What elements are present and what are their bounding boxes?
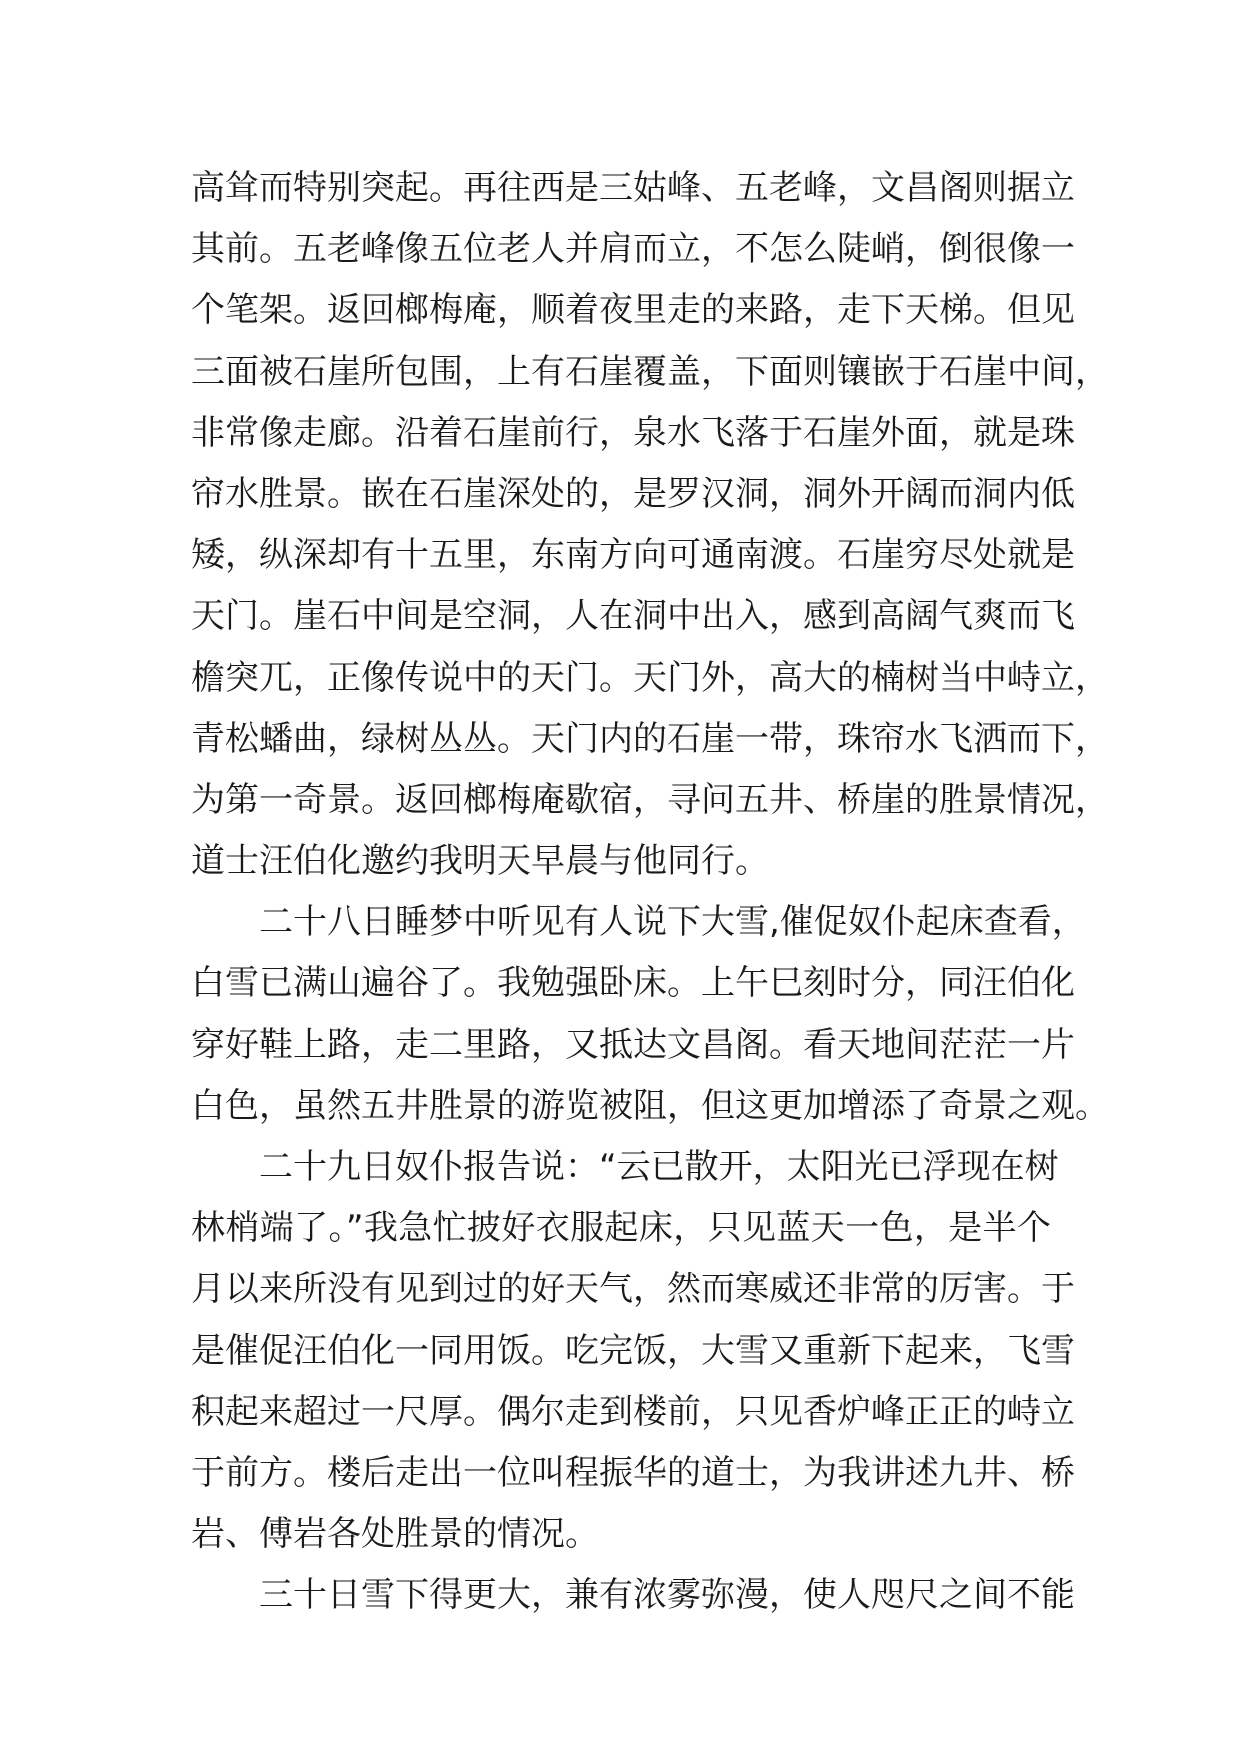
text-line: 岩、傅岩各处胜景的情况。: [191, 1514, 599, 1555]
text-line: 矮，纵深却有十五里，东南方向可通南渡。石崖穷尽处就是: [191, 535, 1075, 576]
text-line: 檐突兀，正像传说中的天门。天门外，高大的楠树当中峙立，: [191, 657, 1109, 698]
text-line: 道士汪伯化邀约我明天早晨与他同行。: [191, 841, 769, 882]
text-line: 二十九日奴仆报告说：“云已散开，太阳光已浮现在树: [259, 1147, 1059, 1187]
text-line: 高耸而特别突起。再往西是三姑峰、五老峰，文昌阁则据立: [191, 168, 1075, 208]
text-line: 三十日雪下得更大，兼有浓雾弥漫，使人咫尺之间不能: [259, 1575, 1075, 1616]
text-line: 穿好鞋上路，走二里路，又抵达文昌阁。看天地间茫茫一片: [191, 1024, 1075, 1065]
text-line: 白雪已满山遍谷了。我勉强卧床。上午巳刻时分，同汪伯化: [191, 963, 1075, 1004]
text-line: 个笔架。返回榔梅庵，顺着夜里走的来路，走下天梯。但见: [191, 290, 1075, 331]
text-line: 非常像走廊。沿着石崖前行，泉水飞落于石崖外面，就是珠: [191, 412, 1075, 453]
text-line: 林梢端了。”我急忙披好衣服起床，只见蓝天一色，是半个: [191, 1208, 1051, 1249]
text-line: 积起来超过一尺厚。偶尔走到楼前，只见香炉峰正正的峙立: [191, 1391, 1075, 1432]
text-line: 帘水胜景。嵌在石崖深处的，是罗汉洞，洞外开阔而洞内低: [191, 473, 1075, 514]
text-line: 于前方。楼后走出一位叫程振华的道士，为我讲述九井、桥: [191, 1452, 1075, 1493]
text-line: 其前。五老峰像五位老人并肩而立，不怎么陡峭，倒很像一: [191, 229, 1075, 270]
text-line: 月以来所没有见到过的好天气，然而寒威还非常的厉害。于: [191, 1269, 1075, 1310]
text-line: 二十八日睡梦中听见有人说下大雪,催促奴仆起床查看，: [259, 902, 1086, 943]
text-line: 天门。崖石中间是空洞，人在洞中出入，感到高阔气爽而飞: [191, 596, 1075, 637]
text-line: 三面被石崖所包围，上有石崖覆盖，下面则镶嵌于石崖中间，: [191, 351, 1109, 392]
body-text: [191, 158, 1109, 1627]
text-line: 青松蟠曲，绿树丛丛。天门内的石崖一带，珠帘水飞洒而下，: [191, 718, 1109, 759]
text-line: 为第一奇景。返回榔梅庵歇宿，寻问五井、桥崖的胜景情况，: [191, 779, 1109, 820]
text-line: 是催促汪伯化一同用饭。吃完饭，大雪又重新下起来，飞雪: [191, 1330, 1075, 1371]
text-line: 白色，虽然五井胜景的游览被阻，但这更加增添了奇景之观。: [191, 1085, 1109, 1126]
